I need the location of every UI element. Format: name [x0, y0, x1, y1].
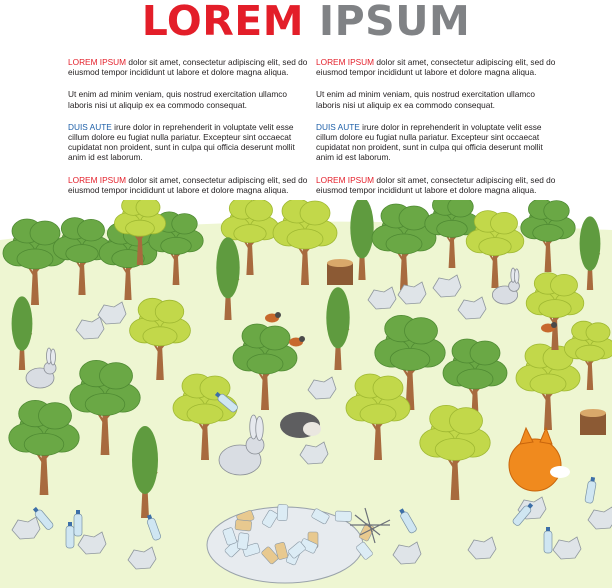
tree-crown: [85, 393, 125, 415]
tree-crown: [360, 404, 396, 424]
bird-head: [299, 336, 305, 342]
tree-crown: [246, 200, 273, 221]
fox-body: [509, 439, 561, 491]
bird-head: [551, 322, 557, 328]
tree-crown: [586, 323, 610, 342]
paragraph-text: Ut enim ad minim veniam, quis nostrud exercitation ullamco laboris nisi ut aliquip ex ea commodo consequat.: [316, 89, 536, 110]
paragraph: [316, 89, 556, 109]
tree-crown: [435, 438, 475, 460]
paragraph-text: dolor sit amet, consectetur adipiscing elit, sed do eiusmod tempor incididunt ut labore et dolore magna aliqua.: [68, 57, 308, 78]
tree-crown: [457, 369, 493, 389]
bottle-body: [66, 526, 74, 548]
tree-crown: [24, 433, 64, 455]
page-title: [0, 0, 612, 45]
tree-crown: [399, 206, 429, 230]
tree-crown: [576, 345, 605, 361]
paragraph-text: dolor sit amet, consectetur adipiscing elit, sed do eiusmod tempor incididunt ut labore et dolore magna aliqua.: [68, 174, 308, 195]
tree-crown: [539, 300, 571, 318]
tree-stump: [327, 259, 353, 285]
tree-crown: [580, 216, 601, 270]
trash-item: [235, 519, 252, 531]
forest-litter-illustration: [0, 200, 612, 588]
tree-crown: [247, 354, 283, 374]
tree-crown: [386, 234, 422, 254]
hedgehog-face: [303, 422, 321, 436]
stump-top: [580, 409, 606, 417]
tree-crown: [326, 287, 349, 348]
tree-crown: [551, 274, 578, 296]
tree-crown: [132, 426, 158, 494]
bird-head: [275, 312, 281, 318]
paragraph: [316, 122, 556, 163]
tree-crown: [136, 200, 160, 217]
tree-crown: [126, 220, 155, 236]
tree-crown: [350, 200, 373, 258]
paragraph: [316, 175, 556, 195]
paragraph: [68, 57, 308, 77]
rabbit-ear: [514, 269, 519, 283]
tree-crown: [100, 363, 133, 389]
tree-crown: [390, 348, 430, 370]
paragraph-text: dolor sit amet, consectetur adipiscing elit, sed do eiusmod tempor incididunt ut labore et dolore magna aliqua.: [316, 57, 556, 78]
bottle-body: [544, 531, 552, 553]
tree-crown: [172, 214, 198, 234]
tree-crown: [491, 212, 518, 234]
paragraph: [68, 122, 308, 163]
tree-crown: [544, 201, 570, 221]
paragraph-lead: LOREM IPSUM: [68, 57, 127, 67]
trash-item: [237, 533, 249, 550]
tree-crown: [155, 300, 184, 323]
paragraph-text: irure dolor in reprehenderit in voluptate velit esse cillum dolore eu fugiat nulla pariatur. Excepteur sint occaecat cupidatat non proident, sunt in culpa qui officia deserunt mollit anim id est laborum.: [68, 121, 295, 163]
tree-crown: [260, 326, 290, 350]
bottle-cap: [590, 477, 595, 482]
paragraph-text: irure dolor in reprehenderit in voluptate velit esse cillum dolore eu fugiat nulla pariatur. Excepteur sint occaecat cupidatat non proident, sunt in culpa qui officia deserunt mollit anim id est laborum.: [316, 121, 543, 163]
tree-crown: [216, 237, 239, 298]
paragraph-lead: DUIS AUTE: [316, 121, 360, 132]
bottle-cap: [76, 510, 80, 514]
tree-crown: [470, 341, 500, 365]
tree-crown: [479, 238, 511, 256]
tree-crown: [448, 200, 474, 217]
tree-crown: [533, 224, 564, 241]
bottle-cap: [68, 522, 72, 526]
tree-crown: [161, 237, 192, 254]
paragraph-lead: LOREM IPSUM: [316, 174, 375, 185]
trash-item: [277, 504, 288, 521]
tree-crown: [450, 408, 483, 434]
paragraph-lead: LOREM IPSUM: [316, 57, 375, 67]
tree-crown: [530, 374, 566, 394]
paragraph-lead: DUIS AUTE: [68, 121, 112, 132]
tree-crown: [287, 229, 323, 249]
trash-item: [335, 511, 351, 522]
stump-top: [327, 259, 353, 267]
tree-crown: [437, 220, 468, 237]
bottle-cap: [546, 527, 550, 531]
tree-crown: [39, 403, 72, 429]
text-column-right: [316, 57, 556, 207]
rabbit-ear: [256, 417, 264, 441]
paragraph: [68, 175, 308, 195]
paragraph: [68, 89, 308, 109]
paragraph: [316, 57, 556, 77]
fox-tail-tip: [550, 466, 570, 478]
title-word-1: LOREM: [141, 0, 305, 45]
tree-crown: [373, 376, 403, 400]
text-column-left: [68, 57, 308, 207]
tree-crown: [234, 225, 266, 243]
rabbit-ear: [51, 349, 56, 365]
tree-crown: [143, 327, 177, 346]
tree-crown: [17, 249, 53, 269]
tree-crown: [78, 219, 105, 241]
tree-crown: [66, 245, 98, 263]
paragraph-lead: LOREM IPSUM: [68, 174, 127, 185]
paragraph-text: dolor sit amet, consectetur adipiscing elit, sed do eiusmod tempor incididunt ut labore et dolore magna aliqua.: [316, 174, 556, 195]
tree-crown: [405, 318, 438, 344]
tree-crown: [187, 404, 223, 424]
tree-crown: [12, 296, 33, 350]
paragraph-text: Ut enim ad minim veniam, quis nostrud exercitation ullamco laboris nisi ut aliquip ex ea commodo consequat.: [68, 89, 288, 110]
tree-crown: [300, 201, 330, 225]
tree-stump: [580, 409, 606, 435]
bottle-body: [74, 514, 82, 536]
title-word-2: IPSUM: [318, 0, 471, 45]
